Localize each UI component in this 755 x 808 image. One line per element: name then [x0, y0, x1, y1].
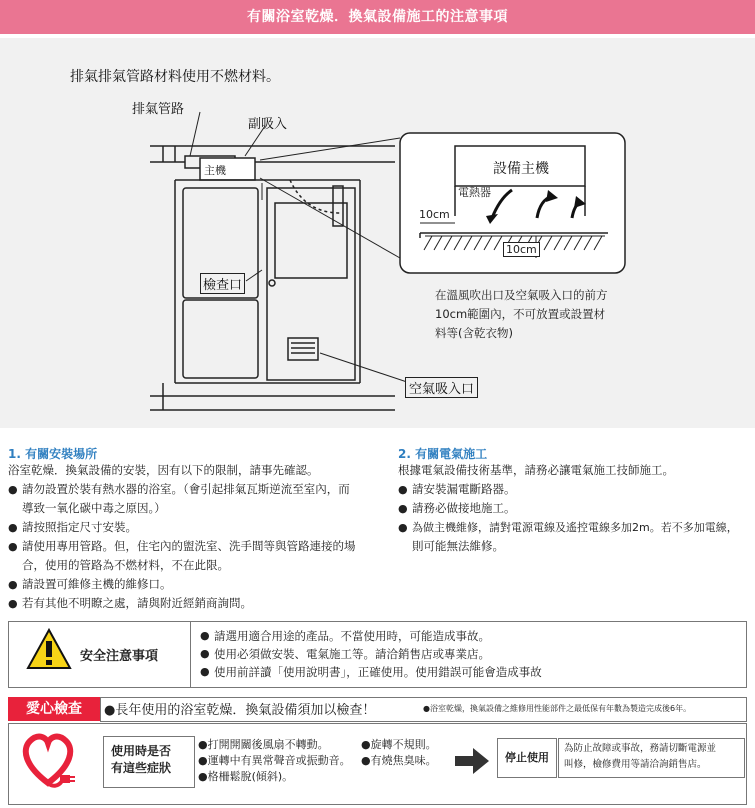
- safety-item: ● 使用前詳讀「使用說明書」，正確使用。使用錯誤可能會造成事故: [200, 663, 740, 681]
- section2-content: [398, 461, 753, 556]
- love-check-badge: 愛心檢查: [8, 697, 100, 721]
- symptom: ●有燒焦臭味。: [361, 754, 437, 767]
- diagram-intro: 排氣排氣管路材料使用不燃材料。: [70, 69, 280, 85]
- symptom: ●運轉中有異常聲音或振動音。: [198, 754, 351, 767]
- section2-intro: 根據電氣設備技術基準，請務必讓電氣施工技師施工。: [398, 463, 674, 477]
- section2-item: ● 請務必做接地施工。: [398, 499, 753, 518]
- section2-title: 2. 有關電氣施工: [398, 447, 488, 461]
- diagram-note: 在溫風吹出口及空氣吸入口的前方10cm範圍內，不可放置或設置材料等(含乾衣物): [435, 288, 608, 340]
- action-line1: 為防止故障或事故，務請切斷電源並: [564, 743, 717, 754]
- section1-title: 1. 有關安裝場所: [8, 447, 98, 461]
- heart-plug-icon: [18, 725, 78, 791]
- warning-icon: [26, 627, 72, 671]
- label-10cm-horizontal: 10cm: [419, 208, 450, 221]
- section1-item: ● 請設置可維修主機的維修口。: [8, 575, 378, 594]
- section1-content: [8, 461, 378, 613]
- inspection-note: ●浴室乾燥，換氣設備之維修用性能部件之最低保有年數為製造完成後6年。: [423, 704, 692, 713]
- safety-items: [200, 627, 740, 681]
- safety-divider: [190, 621, 191, 688]
- section2-item: ● 為做主機維修，請對電源電線及遙控電線多加2m。若不多加電線，: [398, 518, 753, 537]
- bathroom-diagram: [0, 38, 755, 428]
- safety-item: ● 使用必須做安裝、電氣施工等。請洽銷售店或專業店。: [200, 645, 740, 663]
- stop-use-label: 停止使用: [505, 751, 549, 764]
- safety-label: 安全注意事項: [80, 649, 159, 664]
- safety-item: ● 請選用適合用途的產品。不當使用時，可能造成事故。: [200, 627, 740, 645]
- section1-continuation: 導致一氧化碳中毒之原因。）: [22, 501, 166, 515]
- label-heater: 電熱器: [458, 186, 491, 199]
- section1-item: ● 請勿設置於裝有熱水器的浴室。（會引起排氣瓦斯逆流至室內，而: [8, 480, 378, 499]
- page-title: 有關浴室乾燥．換氣設備施工的注意事項: [247, 9, 508, 25]
- section2-continuation: 則可能無法維修。: [412, 539, 504, 553]
- label-main-unit: 主機: [204, 164, 226, 177]
- section1-continuation: 合，使用的管路為不燃材料，不在此限。: [22, 558, 229, 572]
- label-equipment-main-unit: 設備主機: [493, 161, 549, 177]
- symptom: ●打開開關後風扇不轉動。: [198, 738, 329, 751]
- label-sub-intake: 副吸入: [248, 117, 288, 132]
- label-air-intake: 空氣吸入口: [405, 377, 478, 398]
- label-exhaust-pipe: 排氣管路: [132, 102, 185, 117]
- label-10cm-vertical: 10cm: [503, 242, 540, 257]
- section1-item: ● 請按照指定尺寸安裝。: [8, 518, 378, 537]
- symptom: ●旋轉不規則。: [361, 738, 437, 751]
- section1-item: ● 請使用專用管路。但，住宅內的盥洗室、洗手間等與管路連接的場: [8, 537, 378, 556]
- symptoms-label-line1: 使用時是否: [111, 744, 172, 758]
- inspection-headline: ●長年使用的浴室乾燥．換氣設備須加以檢查！: [104, 703, 376, 718]
- action-line2: 叫修，檢修費用等請洽詢銷售店。: [564, 759, 707, 770]
- label-inspection-port: 檢查口: [200, 273, 245, 294]
- arrow-right-icon: [455, 748, 489, 774]
- symptom: ●格柵鬆脫(傾斜)。: [198, 770, 294, 783]
- section1-intro: 浴室乾燥．換氣設備的安裝，因有以下的限制，請事先確認。: [8, 463, 319, 477]
- symptoms-label-line2: 有這些症狀: [111, 761, 172, 775]
- section1-item: ● 若有其他不明瞭之處，請與附近經銷商詢問。: [8, 594, 378, 613]
- section2-item: ● 請安裝漏電斷路器。: [398, 480, 753, 499]
